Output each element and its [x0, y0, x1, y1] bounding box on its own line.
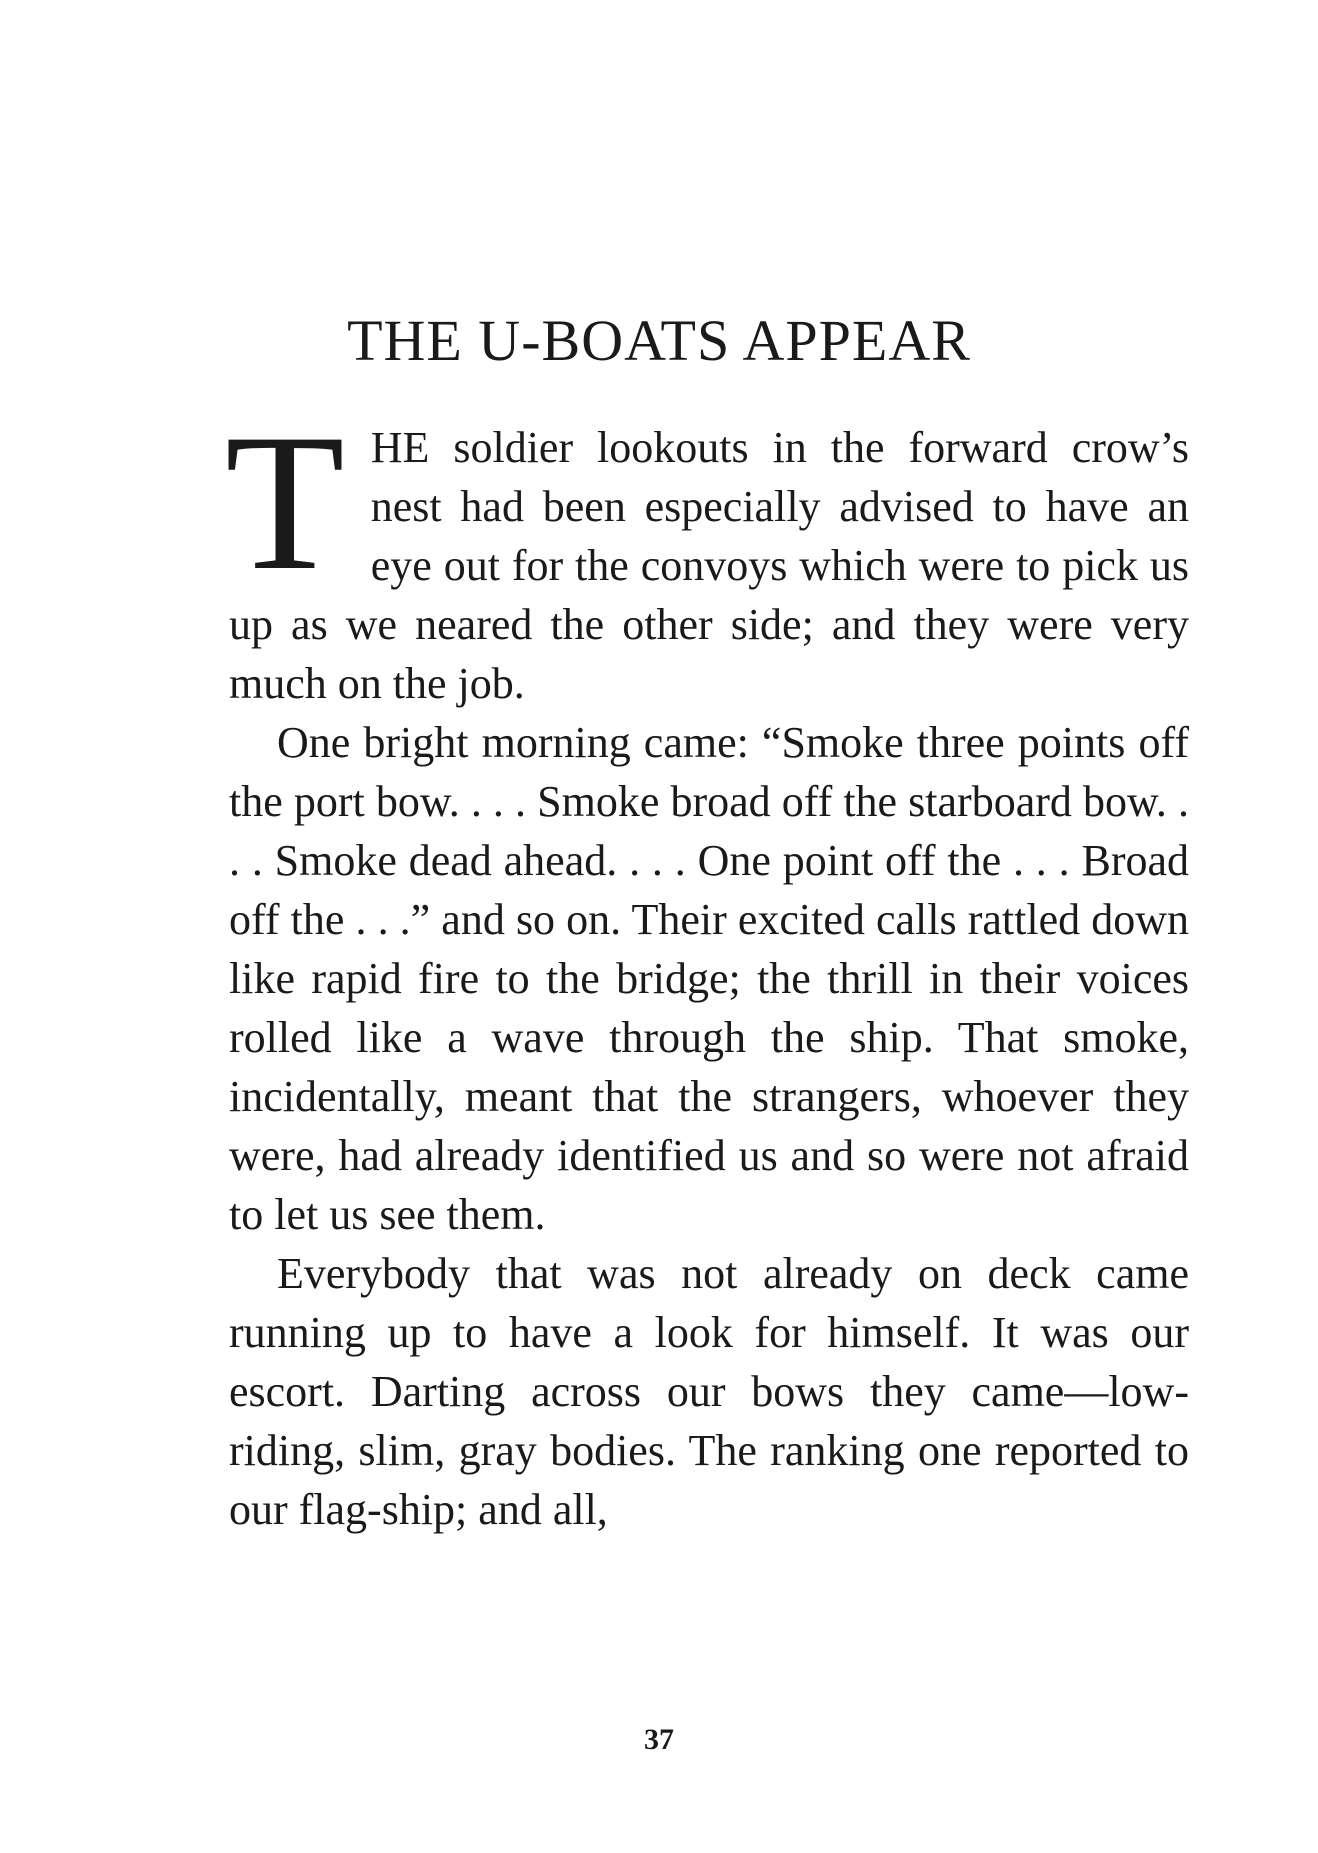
paragraph-1 [225, 394, 1189, 713]
paragraph-2: One bright morning came: “Smoke three points off the port bow. . . . Smoke broad off the starboard bow. . . . Smoke dead ahead. . . . One point off the . . . Broad off the . . .” and so on. Their excited calls rattled down like rapid fire to the bridge; the thrill in their voices rolled like a wave through the ship. That smoke, incidentally, meant that the strangers, whoever they were, had already identified us and so were not afraid to let us see them. [229, 718, 1189, 1239]
paragraph-3: Everybody that was not already on deck came running up to have a look for himself. It was our escort. Darting across our bows they came—low-riding, slim, gray bodies. The ranking one reported to our flag-ship; and all, [229, 1249, 1189, 1534]
paragraph-1-text: HE soldier lookouts in the forward crow’s nest had been especially advised to have an eye out for the convoys which were to pick us up as we neared the other side; and they were very much on the job. [229, 423, 1189, 708]
body-text [225, 394, 1189, 1539]
chapter-title: THE U-BOATS APPEAR [347, 308, 971, 373]
page-number: 37 [644, 1723, 674, 1756]
drop-cap: T [225, 394, 345, 611]
